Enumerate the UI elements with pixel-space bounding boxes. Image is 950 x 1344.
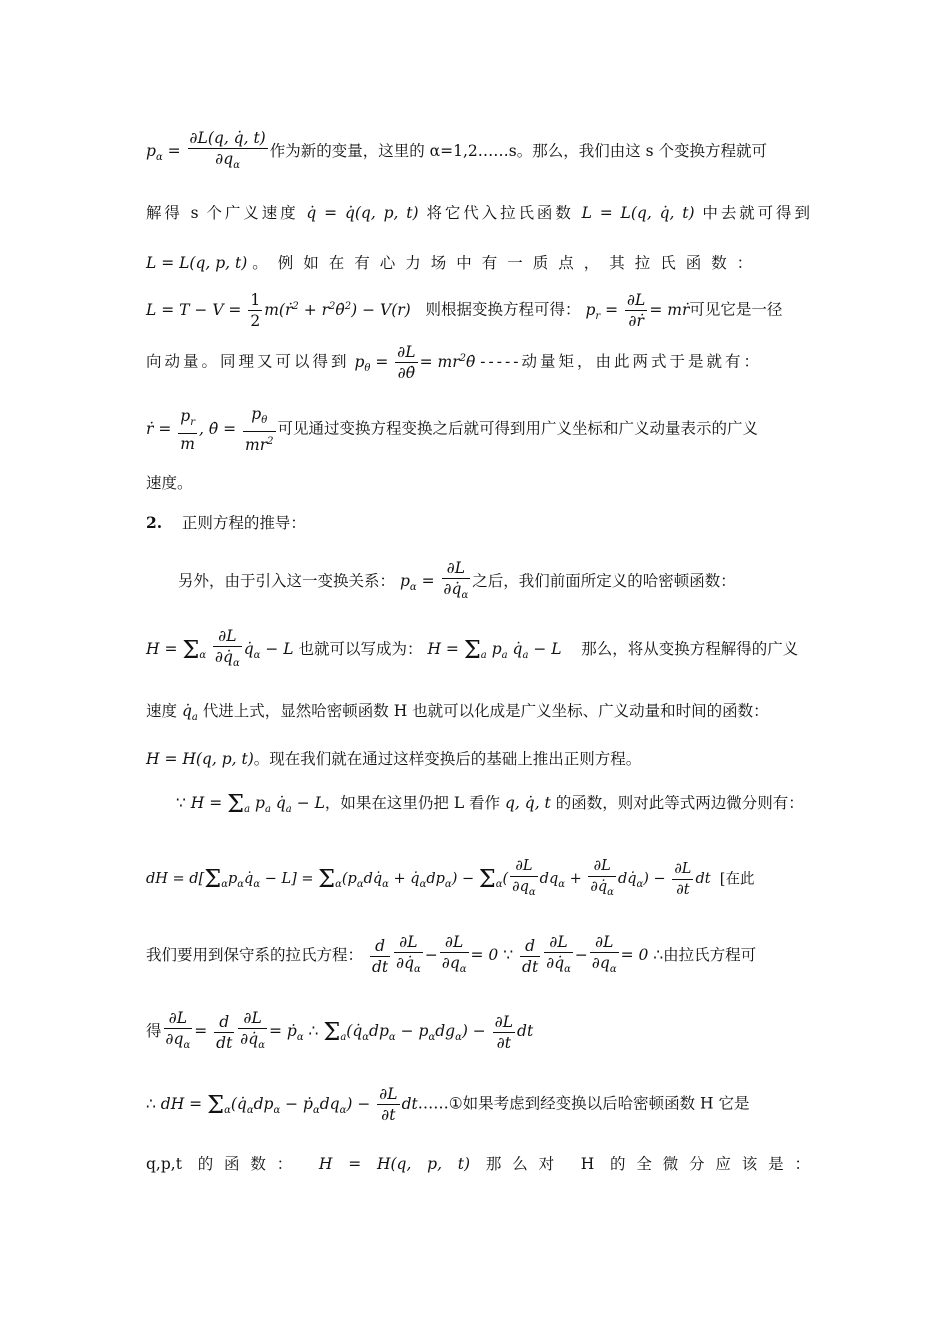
- formula: $H = \Sigma_\alpha$ $\frac{\partial L}{\partial q̇_\alpha}$ $q̇_\alpha - L$: [146, 627, 294, 670]
- text-run: 将它代入拉氏函数: [426, 204, 574, 222]
- text-run: 那么对 H 的全微分应该是：: [485, 1155, 810, 1173]
- formula: $H = \Sigma_a$ $p_a$ $q̇_a - L$: [427, 636, 562, 665]
- text-line-18: [146, 1153, 810, 1175]
- text-line-3: [146, 252, 810, 274]
- formula: ∴ dH = $\Sigma_\alpha(q̇_\alpha dp_\alpha$ − $ṗ_\alpha dq_\alpha$) − $\frac{\partial L}{\partial t}$ dt: [146, 1085, 418, 1124]
- formula: ṙ = $\frac{p_r}{m}$ , θ̇ = $\frac{p_\theta}{mr^2}$: [146, 405, 274, 455]
- text-run: 由拉氏方程可: [663, 946, 757, 965]
- text-run: 。现在我们就在通过这样变换后的基础上推出正则方程。: [253, 750, 642, 768]
- formula: q̇ = q̇(q, p, t): [306, 204, 419, 222]
- text-run: 的函数，则对此等式两边微分则有：: [555, 794, 804, 812]
- formula: L = L(q, q̇, t): [581, 204, 695, 222]
- section-title: 正则方程的推导：: [181, 514, 306, 532]
- formula: L = L(q, p, t): [146, 254, 248, 272]
- text-line-17: [146, 1084, 810, 1125]
- formula: q, q̇, t: [505, 794, 551, 812]
- text-run: 另外，由于引入这一变换关系：: [178, 572, 396, 591]
- text-run: 作为新的变量，这里的 α=1,2……s。那么，我们由这 s 个变换方程就可: [269, 142, 768, 161]
- text-run: q,p,t 的函数：: [146, 1155, 304, 1173]
- formula: dH = $d[\Sigma_\alpha p_\alpha q̇_\alpha - L]$ = $\Sigma_\alpha(p_\alpha dq̇_\alpha$ + $q̇_\alpha dp_\alpha) - \Sigma_\alpha$( $\frac{\partial L}{\partial q_\alpha}$ $dq_\alpha$ + $\frac{\partial L}{\partial q̇_\alpha}$ $dq̇_\alpha$) − $\frac{\partial L}{\partial t}$ dt: [146, 858, 711, 898]
- text-run: 中去就可得到: [702, 204, 810, 222]
- text-run: -----动量矩，由此两式于是就有：: [480, 352, 762, 371]
- text-run: 那么，将从变换方程解得的广义: [581, 640, 799, 659]
- text-run: 速度。: [146, 474, 193, 492]
- text-run: 可见通过变换方程变换之后就可得到用广义坐标和广义动量表示的广义: [277, 419, 759, 438]
- text-line-12: [146, 748, 810, 770]
- text-run: 得: [146, 1022, 162, 1041]
- text-line-13: [176, 792, 840, 821]
- text-line-5: [146, 342, 810, 383]
- text-run: 我们要用到保守系的拉氏方程：: [146, 946, 364, 965]
- text-run: 向动量。同理又可以得到: [146, 352, 350, 371]
- text-line-1: [146, 128, 810, 176]
- text-line-14: [146, 856, 810, 903]
- formula: $p_\theta$ = $\frac{\partial L}{\partial\thetȧ}$ = $mr^2\thetȧ$: [354, 343, 476, 382]
- formula: $p_\alpha$ = $\frac{\partial L(q, q̇, t)}{\partial q_\alpha}$: [146, 129, 266, 172]
- formula: L = T − V = $\frac{1}{2}$ m(ṙ$^2$ + $r^2\thetȧ^2) - V(r)$: [146, 291, 411, 330]
- text-run: 代进上式，显然哈密顿函数 H 也就可以化成是广义坐标、广义动量和时间的函数：: [202, 702, 769, 720]
- text-line-15: [146, 932, 810, 980]
- formula: H = H(q, p, t): [318, 1155, 471, 1173]
- formula: $p_r$ = $\frac{\partial L}{\text{∂ṙ}}$ = mṙ: [585, 291, 690, 330]
- text-run: [在此: [719, 871, 755, 888]
- text-line-4: [146, 290, 810, 331]
- text-line-11: [146, 700, 810, 729]
- text-run: ……①如果考虑到经变换以后哈密顿函数 H 它是: [417, 1094, 750, 1113]
- text-line-6: [146, 404, 810, 455]
- formula: $q̇_a$: [181, 702, 198, 724]
- formula: $\frac{\partial L}{\partial q_\alpha}$ = $\frac{d}{dt}$ $\frac{\partial L}{\partial q̇_\alpha}$ = ṗ$_\alpha$ ∴ $\Sigma_a(q̇_\alpha dp_\alpha - p_\alpha dg_\alpha)$ − $\frac{\partial L}{\partial t}$ dt: [165, 1009, 534, 1052]
- text-line-9: [178, 558, 842, 606]
- section-number: 2.: [146, 513, 163, 532]
- text-run: 解得 s 个广义速度: [146, 204, 299, 222]
- text-run: 也就可以写成为：: [298, 640, 423, 659]
- text-line-16: [146, 1008, 810, 1056]
- text-run: ，如果在这里仍把 L 看作: [324, 794, 501, 812]
- text-line-7: [146, 472, 810, 494]
- text-line-10: [146, 626, 810, 674]
- text-run: 。例如在有心力场中有一质点，其拉氏函数：: [252, 254, 763, 272]
- formula: H = H(q, p, t): [146, 750, 254, 768]
- text-run: 可见它是一径: [689, 300, 783, 319]
- section-heading: [146, 512, 810, 534]
- text-run: 速度: [146, 702, 178, 720]
- formula: ∵ $H = \Sigma_a$ $p_a$ $q̇_a - L$: [176, 790, 325, 818]
- text-run: 则根据变换方程可得：: [425, 300, 581, 319]
- formula: $p_\alpha$ = $\frac{\partial L}{\partial q̇_\alpha}$: [399, 559, 469, 602]
- formula: $\frac{d}{dt}$ $\frac{\partial L}{\partial q̇_\alpha}$ − $\frac{\partial L}{\partial q_\alpha}$ = 0 ∵ $\frac{d}{dt}$ $\frac{\partial L}{\partial q̇_\alpha}$ − $\frac{\partial L}{\partial q_\alpha}$ = 0 ∴: [371, 933, 664, 976]
- text-line-2: [146, 202, 810, 224]
- text-run: 之后，我们前面所定义的哈密顿函数：: [472, 572, 736, 591]
